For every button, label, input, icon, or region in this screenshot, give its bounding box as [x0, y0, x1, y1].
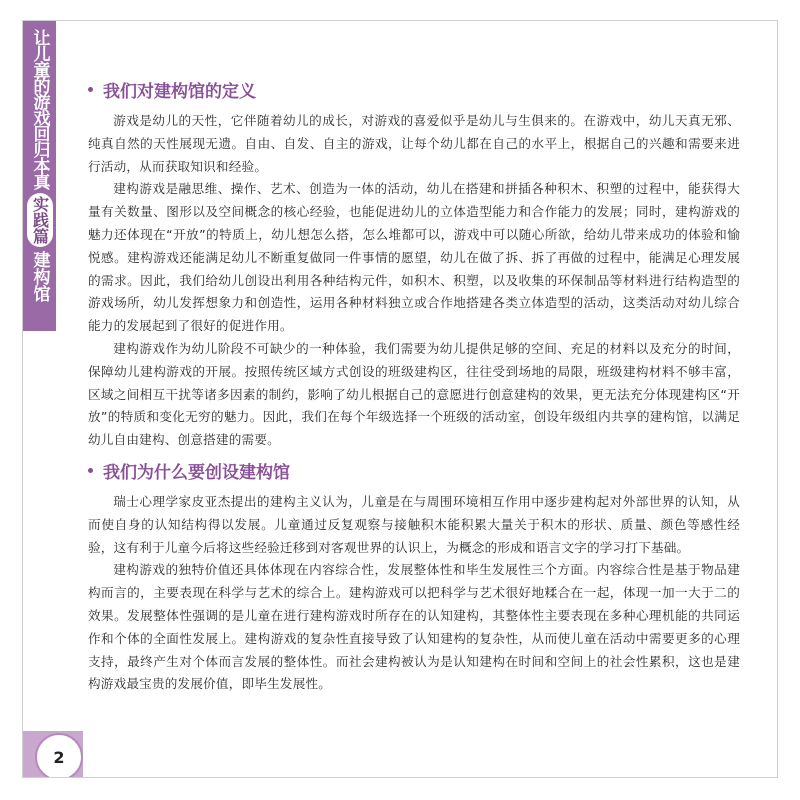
- bullet-icon: [88, 468, 93, 473]
- part-badge-label: 实践篇: [30, 196, 50, 244]
- section-heading: [88, 458, 740, 483]
- chapter-side-band: [23, 21, 56, 331]
- paragraph: 建构游戏的独特价值还具体体现在内容综合性，发展整体性和毕生发展性三个方面。内容综合性是基于物品建构而言的，主要表现在科学与艺术的综合上。建构游戏可以把科学与艺术很好地糅合在一起，体现一加一大于二的效果。发展整体性强调的是儿童在进行建构游戏时所存在的认知建构，其整体性主要表现在多种心理机能的共同运作和个体的全面性发展上。建构游戏的复杂性直接导致了认知建构的复杂性，从而使儿童在活动中需要更多的心理支持，最终产生对个体而言发展的整体性。而社会建构被认为是认知建构在时间和空间上的社会性累积，这也是建构游戏最宝贵的发展价值，即毕生发展性。: [88, 562, 740, 692]
- book-title: 让儿童的游戏回归本真: [29, 29, 50, 189]
- page-number: 2: [35, 733, 83, 778]
- page-content: [88, 77, 740, 696]
- section-why: [88, 458, 740, 696]
- paragraph: 游戏是幼儿的天性，它伴随着幼儿的成长，对游戏的喜爱似乎是幼儿与生俱来的。在游戏中，幼儿天真无邪、纯真自然的天性展现无遗。自由、自发、自主的游戏，让每个幼儿都在自己的水平上，根据自己的兴趣和需要来进行活动，从而获取知识和经验。: [88, 113, 740, 174]
- paragraph: 建构游戏作为幼儿阶段不可缺少的一种体验，我们需要为幼儿提供足够的空间、充足的材料以及充分的时间，保障幼儿建构游戏的开展。按照传统区域方式创设的班级建构区，往往受到场地的局限，班级建构材料不够丰富，区域之间相互干扰等诸多因素的制约，影响了幼儿根据自己的意愿进行创意建构的效果，更无法充分体现建构区“开放”的特质和变化无穷的魅力。因此，我们在每个年级选择一个班级的活动室，创设年级组内共享的建构馆，以满足幼儿自由建构、创意搭建的需要。: [88, 340, 740, 448]
- bullet-icon: [88, 87, 93, 92]
- paragraph: 建构游戏是融思维、操作、艺术、创造为一体的活动，幼儿在搭建和拼插各种积木、积塑的过程中，能获得大量有关数量、图形以及空间概念的核心经验，也能促进幼儿的立体造型能力和合作能力的发展；同时，建构游戏的魅力还体现在“开放”的特质上，幼儿想怎么搭，怎么堆都可以，游戏中可以随心所欲，给幼儿带来成功的体验和愉悦感。建构游戏还能满足幼儿不断重复做同一件事情的愿望，幼儿在做了拆、拆了再做的过程中，能满足心理发展的需求。因此，我们给幼儿创设出利用各种结构元件，如积木、积塑，以及收集的环保制品等材料进行结构造型的游戏场所，幼儿发挥想象力和创造性，运用各种材料独立或合作地搭建各类立体造型的活动，这类活动对幼儿综合能力的发展起到了很好的促进作用。: [88, 181, 740, 334]
- section-heading-text: 我们对建构馆的定义: [103, 82, 256, 102]
- book-page: [22, 20, 778, 778]
- chapter-title: 建构馆: [29, 251, 50, 302]
- part-badge: [27, 193, 53, 247]
- section-heading-text: 我们为什么要创设建构馆: [103, 462, 290, 483]
- section-heading: [88, 77, 740, 102]
- section-definition: [88, 77, 740, 452]
- paragraph: 瑞士心理学家皮亚杰提出的建构主义认为，儿童是在与周围环境相互作用中逐步建构起对外部世界的认知，从而使自身的认知结构得以发展。儿童通过反复观察与接触积木能积累大量关于积木的形状、质量、颜色等感性经验，这有利于儿童今后将这些经验迁移到对客观世界的认识上，为概念的形成和语言文字的学习打下基础。: [88, 493, 740, 555]
